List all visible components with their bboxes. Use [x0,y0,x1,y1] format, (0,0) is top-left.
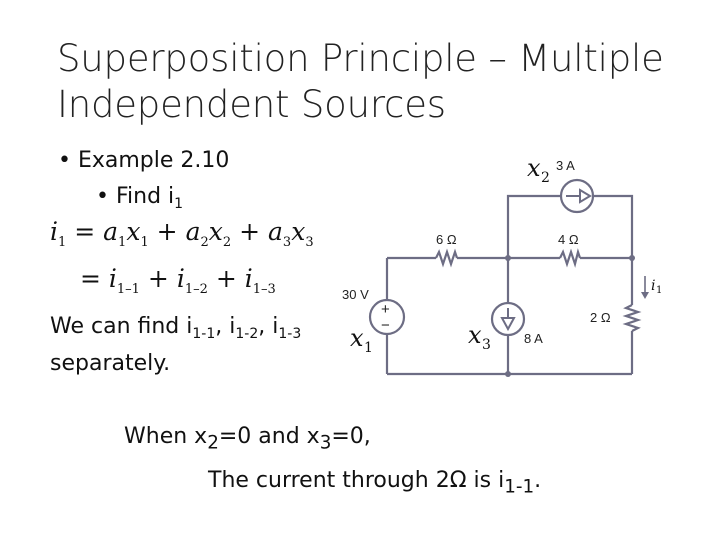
var-x1: x [350,324,364,352]
eq1-x2: x [208,217,223,246]
eq1-a2-sub: 2 [200,235,209,250]
minus-sign: − [381,317,390,334]
eq1-lhs-sub: 1 [58,235,67,250]
plus-sign: + [381,301,390,318]
note1-sub-2: 3 [319,432,332,454]
eq2-equals: = [80,264,101,293]
eq1-a1: a [103,217,119,246]
junction-bottom [505,371,511,377]
source-x3-value: 8 A [524,331,543,346]
var-x2: x [527,154,541,182]
eq1-equals: = [74,217,96,246]
circuit-wires [387,196,638,374]
eq2-sub-2: 1–2 [184,282,208,297]
eq1-a1-sub: 1 [118,235,127,250]
resistor-6ohm [436,252,457,264]
eq1-lhs: i [50,217,58,246]
wire-top-left [508,196,560,258]
para-sub-3: 1-3 [278,326,302,342]
eq2-i-c: i [244,264,253,293]
note2-text-b: . [534,468,542,493]
eq2-plus-2: + [215,264,237,293]
eq2-i-b: i [176,264,185,293]
para-text-3: , i [258,314,279,339]
eq1-x2-sub: 2 [222,235,232,250]
eq2-i-a: i [108,264,117,293]
current-source-3a [561,180,593,212]
eq1-a2: a [185,217,201,246]
eq1-plus-2: + [239,217,261,246]
para-text-2: , i [215,314,236,339]
var-x3-sub: 3 [482,337,491,353]
resistor-4ohm [560,252,580,264]
eq1-x3: x [291,217,306,246]
para-text-1: We can find i [50,314,193,339]
i1-label-sub: 1 [656,285,663,296]
eq1-a3: a [268,217,283,246]
resistor-2ohm [626,305,638,331]
junction-top [505,255,511,261]
page-title: Superposition Principle – Multiple Independent Sources [57,37,664,126]
var-x2-sub: 2 [541,170,550,186]
eq1-x1-sub: 1 [140,235,149,250]
eq1-x1: x [126,217,141,246]
eq1-plus-1: + [156,217,178,246]
note1-sub-1: 2 [207,432,219,454]
resistor-2ohm-label: 2 Ω [590,310,611,325]
var-x1-sub: 1 [364,340,373,356]
eq2-sub-3: 1–3 [252,282,276,297]
eq1-x3-sub: 3 [305,235,314,250]
resistor-6ohm-label: 6 Ω [436,232,457,247]
bullet-find-text: • Find i [96,184,175,209]
eq2-sub-1: 1–1 [116,282,140,297]
para-sub-2: 1-2 [235,326,259,342]
i1-arrow-icon [641,276,649,299]
wire-top-right [594,196,632,258]
i1-label: i [651,278,656,294]
note2-sub: 1-1 [504,476,535,498]
para-sub-1: 1-1 [192,326,216,342]
eq1-a3-sub: 3 [282,235,292,250]
para-text-4: separately. [50,351,171,376]
bullet-example: • Example 2.10 [58,148,230,173]
eq2-plus-1: + [147,264,169,293]
note1-text-b: =0 and x [218,424,320,449]
note1-text-c: =0, [331,424,371,449]
bullet-find-sub: 1 [174,196,184,212]
note2-text-a: The current through 2Ω is i [208,468,505,493]
note1-text-a: When x [124,424,208,449]
junction-right [629,255,635,261]
source-x2-value: 3 A [556,158,575,173]
resistor-4ohm-label: 4 Ω [558,232,579,247]
source-x1-value: 30 V [342,287,369,302]
var-x3: x [468,321,482,349]
current-source-8a [492,303,524,335]
